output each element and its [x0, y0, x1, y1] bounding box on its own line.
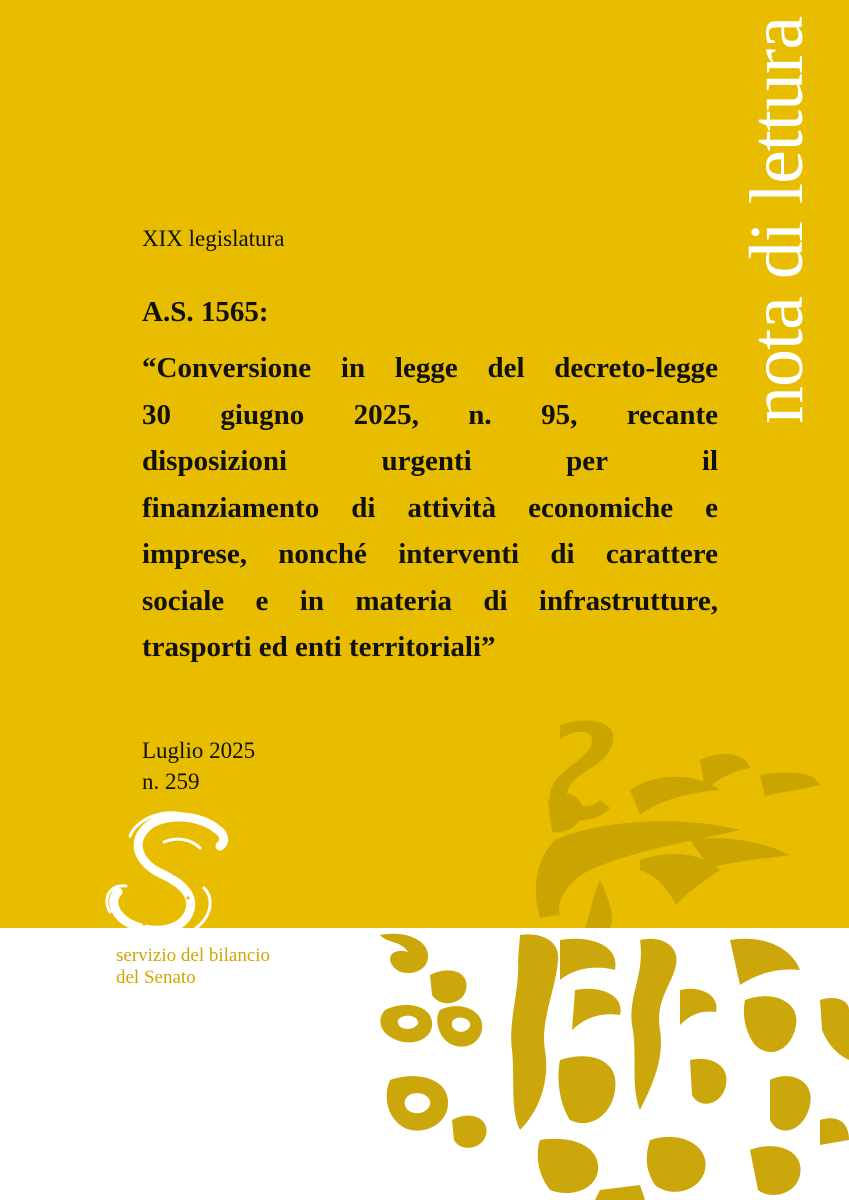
senate-s-monogram-icon [100, 808, 235, 938]
legislature-label: XIX legislatura [142, 226, 285, 251]
service-name-line2: del Senato [116, 967, 196, 988]
title-line: disposizioni urgenti per il [142, 445, 718, 477]
publication-info [142, 735, 255, 797]
title-line: “Conversione in legge del decreto-legge [142, 352, 718, 384]
document-title [142, 345, 718, 671]
title-line: trasporti ed enti territoriali” [142, 631, 496, 663]
title-line: imprese, nonché interventi di carattere [142, 538, 718, 570]
service-name-line1: servizio del bilancio [116, 945, 271, 966]
title-line: 30 giugno 2025, n. 95, recante [142, 398, 718, 431]
issue-number: n. 259 [142, 769, 200, 794]
title-line: sociale e in materia di infrastrutture, [142, 584, 718, 617]
publication-date: Luglio 2025 [142, 738, 256, 763]
title-line: finanziamento di attività economiche e [142, 491, 718, 524]
bill-number: A.S. 1565: [142, 296, 269, 328]
series-title: nota di lettura [735, 16, 819, 424]
service-name [116, 945, 270, 989]
